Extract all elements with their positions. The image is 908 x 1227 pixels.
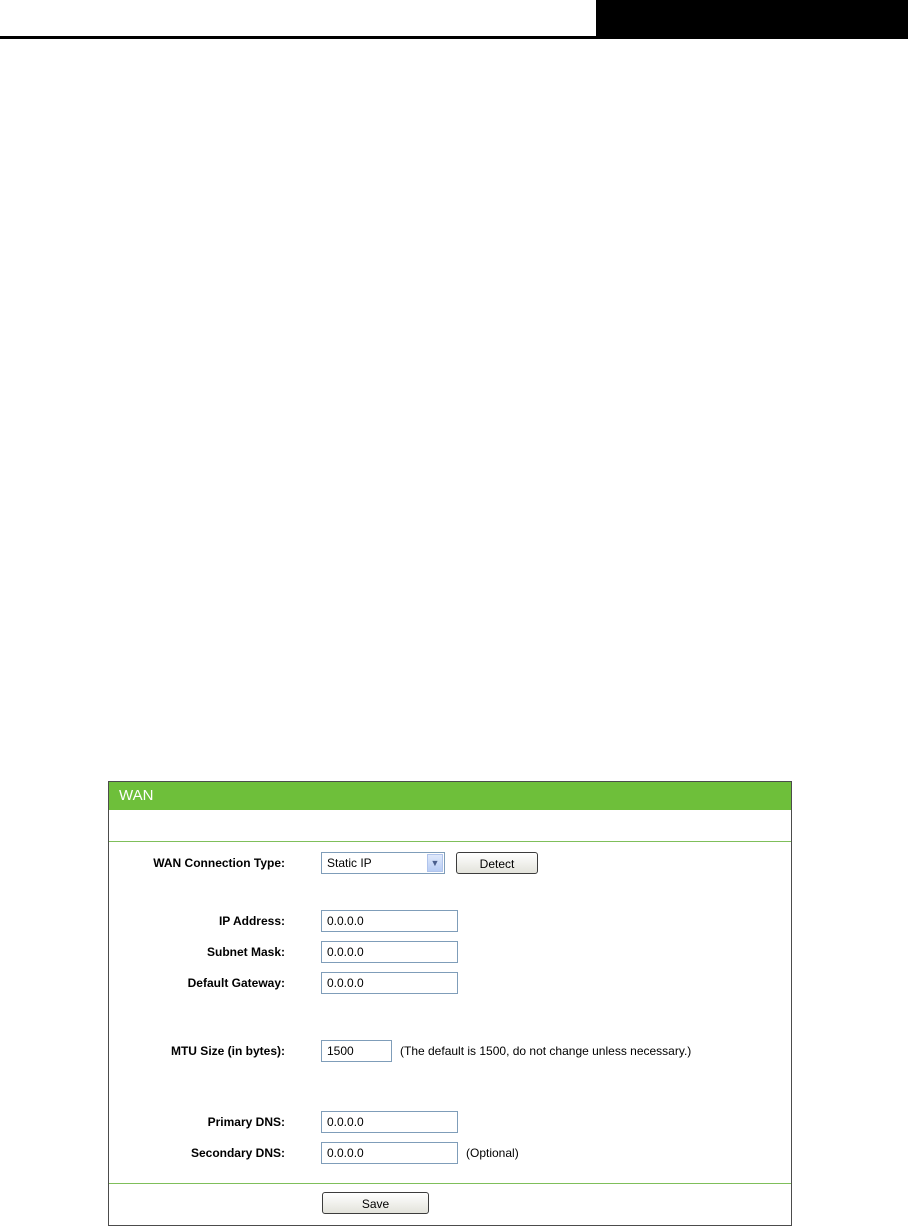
- save-button[interactable]: Save: [322, 1192, 429, 1214]
- connection-type-label: WAN Connection Type:: [153, 856, 285, 870]
- bottom-divider: [109, 1183, 791, 1184]
- panel-title: WAN: [109, 782, 791, 810]
- default-gateway-label: Default Gateway:: [187, 976, 285, 990]
- mtu-size-note: (The default is 1500, do not change unless necessary.): [400, 1044, 692, 1058]
- wan-panel: [108, 781, 792, 1226]
- primary-dns-field[interactable]: [321, 1111, 458, 1133]
- detect-button[interactable]: Detect: [456, 852, 538, 874]
- ip-address-field[interactable]: [321, 910, 458, 932]
- connection-type-value: Static IP: [327, 856, 372, 870]
- mtu-size-label: MTU Size (in bytes):: [170, 1044, 285, 1058]
- mtu-size-field[interactable]: [321, 1040, 392, 1062]
- header-block: [596, 0, 908, 39]
- top-divider: [109, 841, 791, 842]
- ip-address-label: IP Address:: [218, 914, 285, 928]
- secondary-dns-note: (Optional): [466, 1146, 519, 1160]
- connection-type-select[interactable]: [321, 852, 445, 874]
- primary-dns-label: Primary DNS:: [207, 1115, 285, 1129]
- chevron-down-icon[interactable]: ▼: [427, 854, 443, 872]
- subnet-mask-field[interactable]: [321, 941, 458, 963]
- secondary-dns-label: Secondary DNS:: [190, 1146, 285, 1160]
- default-gateway-field[interactable]: [321, 972, 458, 994]
- secondary-dns-field[interactable]: [321, 1142, 458, 1164]
- subnet-mask-label: Subnet Mask:: [206, 945, 285, 959]
